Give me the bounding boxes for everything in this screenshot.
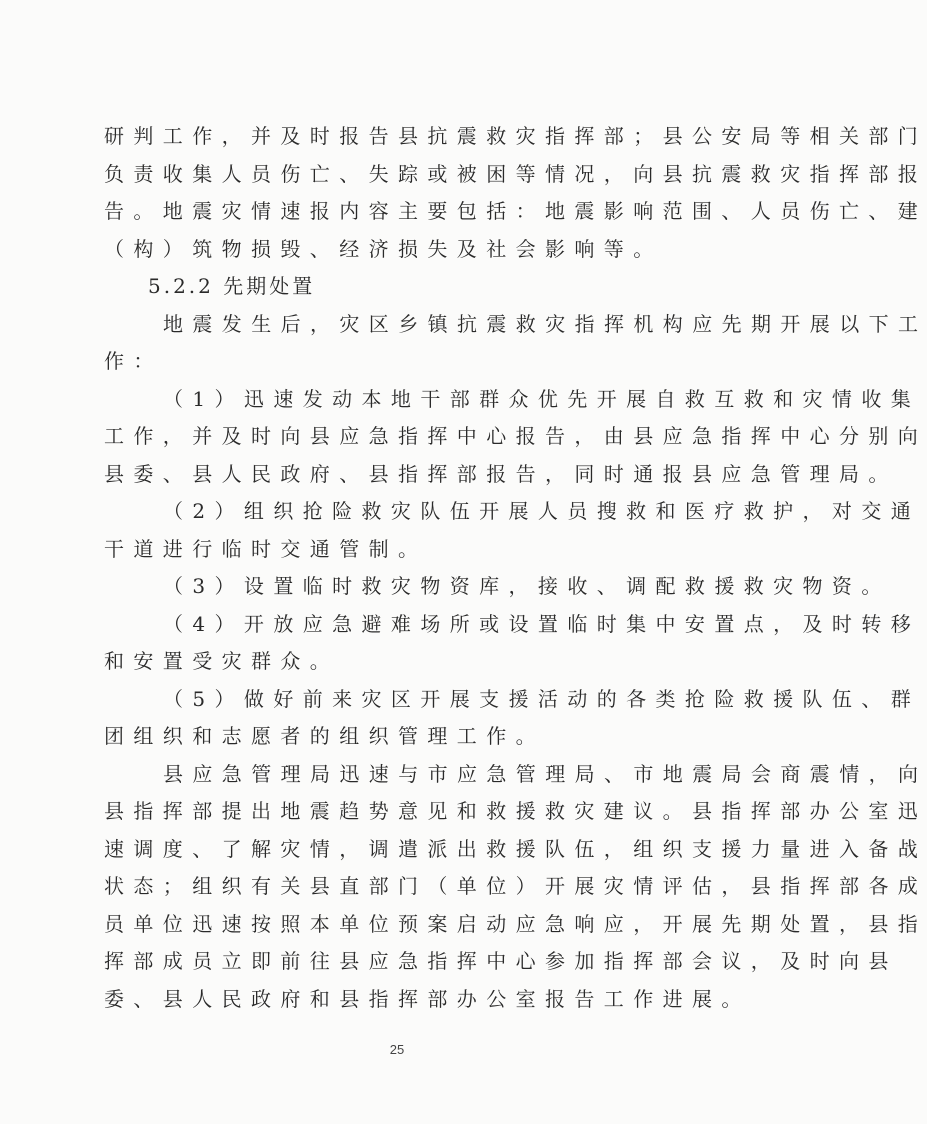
text-line: 研判工作，并及时报告县抗震救灾指挥部；县公安局等相关部门 bbox=[104, 124, 927, 148]
list-item: （1）迅速发动本地干部群众优先开展自救互救和灾情收集 bbox=[163, 386, 921, 411]
list-item: （2）组织抢险救灾队伍开展人员搜救和医疗救护，对交通 bbox=[163, 499, 921, 523]
list-item: （3）设置临时救灾物资库，接收、调配救援救灾物资。 bbox=[163, 574, 891, 598]
text-line: 委、县人民政府和县指挥部办公室报告工作进展。 bbox=[104, 986, 751, 1011]
text-line: 县指挥部提出地震趋势意见和救援救灾建议。县指挥部办公室迅 bbox=[104, 799, 927, 823]
list-item: （5）做好前来灾区开展支援活动的各类抢险救援队伍、群 bbox=[163, 686, 921, 711]
text-line: 工作，并及时向县应急指挥中心报告，由县应急指挥中心分别向 bbox=[104, 424, 927, 448]
list-item: （4）开放应急避难场所或设置临时集中安置点，及时转移 bbox=[163, 611, 921, 636]
text-line: 县委、县人民政府、县指挥部报告，同时通报县应急管理局。 bbox=[104, 461, 898, 486]
text-line: 状态；组织有关县直部门（单位）开展灾情评估，县指挥部各成 bbox=[104, 874, 927, 898]
section-heading: 5.2.2 先期处置 bbox=[148, 274, 316, 298]
text-line: 团组织和志愿者的组织管理工作。 bbox=[104, 724, 545, 748]
text-line: 干道进行临时交通管制。 bbox=[104, 536, 428, 561]
text-line: 告。地震灾情速报内容主要包括：地震影响范围、人员伤亡、建 bbox=[104, 199, 927, 223]
text-line: 挥部成员立即前往县应急指挥中心参加指挥部会议，及时向县 bbox=[104, 949, 898, 973]
text-line: 和安置受灾群众。 bbox=[104, 649, 340, 673]
text-line: 县应急管理局迅速与市应急管理局、市地震局会商震情，向 bbox=[163, 761, 927, 786]
text-line: 作： bbox=[104, 349, 163, 373]
body-text bbox=[104, 118, 927, 1018]
text-line: 速调度、了解灾情，调遣派出救援队伍，组织支援力量进入备战 bbox=[104, 836, 927, 861]
text-line: 负责收集人员伤亡、失踪或被困等情况，向县抗震救灾指挥部报 bbox=[104, 161, 927, 186]
text-line: （构）筑物损毁、经济损失及社会影响等。 bbox=[104, 236, 663, 261]
text-line: 地震发生后，灾区乡镇抗震救灾指挥机构应先期开展以下工 bbox=[163, 311, 927, 336]
page-number: 25 bbox=[389, 1042, 405, 1057]
text-line: 员单位迅速按照本单位预案启动应急响应，开展先期处置，县指 bbox=[104, 911, 927, 936]
